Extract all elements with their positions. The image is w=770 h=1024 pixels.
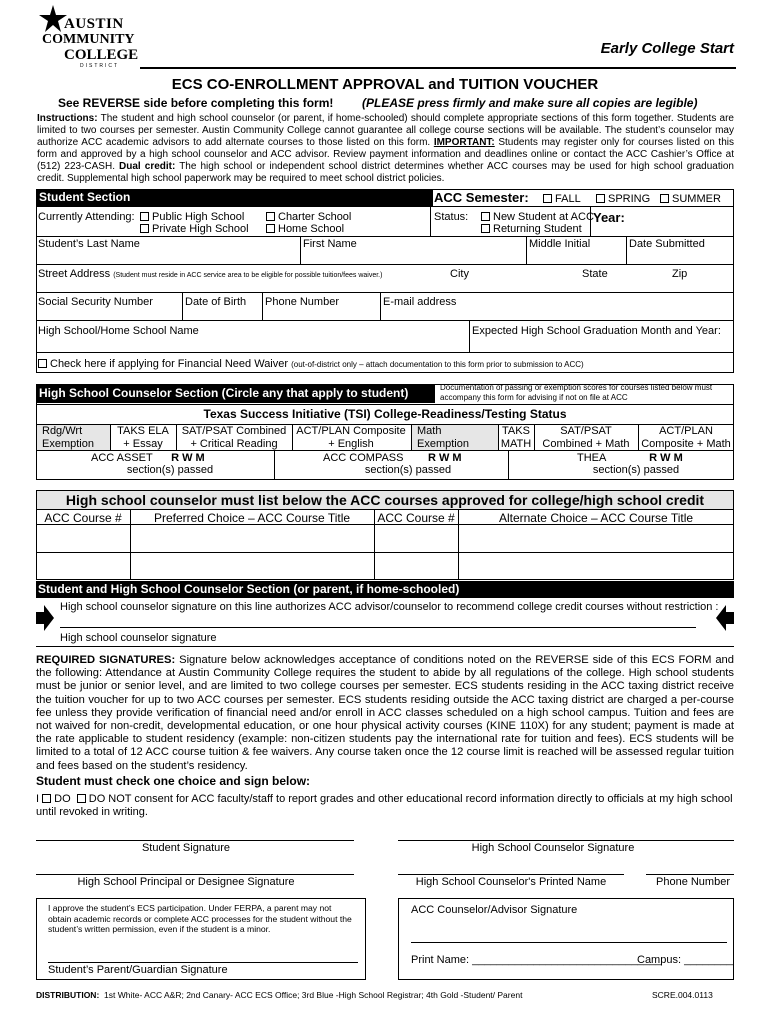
status-label: Status:: [434, 211, 469, 223]
logo-line3: COLLEGE: [64, 47, 139, 63]
advisor-print-name[interactable]: Print Name: _______________________________: [411, 954, 662, 966]
tsi-act-math[interactable]: ACT/PLAN Composite + Math: [641, 425, 731, 450]
arrow-right-icon: [36, 605, 54, 631]
tsi-rdg-wrt-exemption[interactable]: Rdg/Wrt Exemption: [37, 425, 110, 450]
date-submitted-field[interactable]: Date Submitted: [629, 238, 705, 250]
courses-heading: High school counselor must list below the ACC courses approved for college/high school credit: [37, 491, 733, 509]
last-name-field[interactable]: Student’s Last Name: [38, 238, 140, 250]
program-title: Early College Start: [600, 40, 734, 57]
school-home[interactable]: Home School: [266, 223, 344, 236]
tsi-sat-reading[interactable]: SAT/PSAT Combined + Critical Reading: [181, 425, 287, 450]
student-signature-line[interactable]: [36, 828, 354, 841]
counselor-section-heading: High School Counselor Section (Circle any that apply to student): [36, 384, 435, 403]
zip-field[interactable]: Zip: [672, 268, 688, 280]
city-field[interactable]: City: [450, 268, 469, 280]
semester-label: ACC Semester:: [434, 190, 529, 205]
financial-waiver-checkbox[interactable]: Check here if applying for Financial Need Waiver (out-of-district only – attach documentation to this form prior to submission to ACC): [38, 358, 584, 371]
course-col-2: Preferred Choice – ACC Course Title: [153, 511, 351, 525]
semester-spring[interactable]: SPRING: [596, 193, 650, 206]
street-field[interactable]: Street Address (Student must reside in ACC service area to be eligible for possible tuition/fees waiver.): [38, 268, 383, 280]
parent-signature-label: Student’s Parent/Guardian Signature: [48, 964, 228, 976]
ssn-field[interactable]: Social Security Number: [38, 296, 153, 308]
form-number: SCRE.004.0113: [652, 990, 713, 1000]
distribution: DISTRIBUTION: 1st White- ACC A&R; 2nd Canary- ACC ECS Office; 3rd Blue -High School Registrar; 4th Gold -Student/ Parent: [36, 990, 523, 1000]
thea-passed: section(s) passed: [592, 464, 680, 476]
course-row-2[interactable]: [36, 553, 734, 580]
course-row-1[interactable]: [36, 525, 734, 552]
consent-do-not-checkbox[interactable]: [77, 794, 86, 803]
counselor-signature-label: High school counselor signature: [60, 632, 217, 644]
advisor-signature-label: ACC Counselor/Advisor Signature: [411, 904, 578, 916]
acc-compass[interactable]: ACC COMPASS R W M: [323, 452, 462, 464]
course-col-3: ACC Course #: [377, 511, 455, 525]
logo-line4: DISTRICT: [80, 63, 120, 69]
tsi-sat-math[interactable]: SAT/PSAT Combined + Math: [542, 425, 630, 450]
principal-signature-label: High School Principal or Designee Signature: [77, 876, 295, 888]
parent-approval-text: I approve the student’s ECS participation. Under FERPA, a parent may not obtain academic records or complete ACC processes for the student without the student’s written permission, even if the student is a minor.: [48, 903, 352, 934]
consent-do-checkbox[interactable]: [42, 794, 51, 803]
advisor-campus[interactable]: Campus: ________: [637, 954, 734, 966]
tsi-taks-ela[interactable]: TAKS ELA + Essay: [117, 425, 169, 450]
school-public[interactable]: Public High School: [140, 211, 244, 224]
middle-initial-field[interactable]: Middle Initial: [529, 238, 591, 250]
tsi-math-exemption[interactable]: Math Exemption: [412, 425, 498, 450]
compass-passed: section(s) passed: [364, 464, 452, 476]
grad-date-field[interactable]: Expected High School Graduation Month and Year:: [472, 325, 721, 337]
counselor-printed-name-line[interactable]: [398, 862, 624, 875]
student-section-heading: Student Section: [36, 189, 433, 206]
phone-field[interactable]: Phone Number: [265, 296, 339, 308]
school-private[interactable]: Private High School: [140, 223, 249, 236]
principal-signature-line[interactable]: [36, 862, 354, 875]
arrow-left-icon: [716, 605, 734, 631]
legible-note: (PLEASE press firmly and make sure all copies are legible): [362, 96, 698, 110]
status-returning[interactable]: Returning Student: [481, 223, 582, 236]
email-field[interactable]: E-mail address: [383, 296, 457, 308]
counselor-printed-name-label: High School Counselor's Printed Name: [415, 876, 607, 888]
advisor-signature-line[interactable]: [411, 930, 727, 943]
required-signatures: REQUIRED SIGNATURES: Signature below acknowledges acceptance of conditions noted on the REVERSE side of this ECS FORM and the following: Attendance at Austin Community College requires the student to abide by all regulations of the college. High school students must be junior or senior level, and are limited to two college courses per semester. ECS students residing in the ACC taxing district receive the tuition voucher for up to two ACC courses per semester. ECS students residing outside the ACC taxing district are charged a per-course fee unless they provide verification of financial need and/or enroll in ACC classes scheduled on a high school campus. Tuition and fees are not waived for non-credit, developmental education, or one hour physical activity courses (KINE 110X) for any student; payment is made at the rate applicable to student residency (example: non-citizen students pay the international rate for tuition and fees). ECS students will be limited to a total of 12 ACC course tuition & fee waivers. Any course taken once the 12 course limit is reached will be assessed regular tuition and fees based on the student’s residency.: [36, 654, 734, 772]
hs-counselor-signature-label: High School Counselor Signature: [471, 842, 635, 854]
logo-line2: COMMUNITY: [42, 32, 135, 47]
form-title: ECS CO-ENROLLMENT APPROVAL and TUITION VOUCHER: [171, 76, 599, 93]
status-new[interactable]: New Student at ACC: [481, 211, 594, 224]
acc-asset[interactable]: ACC ASSET R W M: [91, 452, 205, 464]
student-signature-label: Student Signature: [141, 842, 231, 854]
dob-field[interactable]: Date of Birth: [185, 296, 247, 308]
instructions: Instructions: The student and high school counselor (or parent, if home-schooled) should complete appropriate sections of this form together. Students are limited to two courses per semester. Austin Community College cannot guarantee all college course sections will be available. The student’s counselor may authorize ACC academic advisors to add alternate courses to those listed on this form. IMPORTANT: Students may register only for courses listed on this form and approved by a high school counselor and ACC advisor. Review payment information and deadlines online or contact the ACC Cashier’s Office at (512) 223-CASH. Dual credit: The high school or independent school district determines whether ACC courses may be used for high school graduation credit. Supplemental high school paperwork may be required to meet school district policies.: [37, 113, 734, 184]
documentation-note: Documentation of passing or exemption scores for courses listed below must accompany this form for advising if not on file at ACC: [440, 383, 713, 402]
course-col-1: ACC Course #: [44, 511, 122, 525]
reverse-note: See REVERSE side before completing this form!: [58, 96, 334, 110]
phone-number-line[interactable]: [646, 862, 734, 875]
course-col-4: Alternate Choice – ACC Course Title: [498, 511, 694, 525]
consent-text: I DO DO NOT consent for ACC faculty/staff to report grades and other educational record information directly to officials at my high school until revoked in writing.: [36, 793, 733, 818]
tsi-act-english[interactable]: ACT/PLAN Composite + English: [296, 425, 406, 450]
logo-line1: AUSTIN: [64, 16, 124, 32]
asset-passed: section(s) passed: [126, 464, 214, 476]
tsi-title: Texas Success Initiative (TSI) College-Readiness/Testing Status: [203, 407, 567, 421]
semester-fall[interactable]: FALL: [543, 193, 581, 206]
hs-name-field[interactable]: High School/Home School Name: [38, 325, 199, 337]
year-label: Year:: [593, 210, 625, 225]
signature-section-heading: Student and High School Counselor Section (or parent, if home-schooled): [36, 581, 734, 598]
semester-summer[interactable]: SUMMER: [660, 193, 721, 206]
first-name-field[interactable]: First Name: [303, 238, 357, 250]
state-field[interactable]: State: [582, 268, 608, 280]
phone-number-label: Phone Number: [656, 876, 730, 888]
hs-counselor-signature-line[interactable]: [398, 828, 734, 841]
school-charter[interactable]: Charter School: [266, 211, 351, 224]
tsi-taks-math[interactable]: TAKS MATH: [500, 425, 532, 450]
counselor-signature-line[interactable]: [60, 615, 696, 628]
authorize-text: High school counselor signature on this line authorizes ACC advisor/counselor to recommend college credit courses without restriction :: [60, 601, 719, 613]
college-logo: [36, 4, 139, 69]
parent-signature-line[interactable]: [48, 950, 358, 963]
thea[interactable]: THEA R W M: [577, 452, 683, 464]
consent-heading: Student must check one choice and sign below:: [36, 774, 311, 788]
attending-label: Currently Attending:: [38, 211, 135, 223]
